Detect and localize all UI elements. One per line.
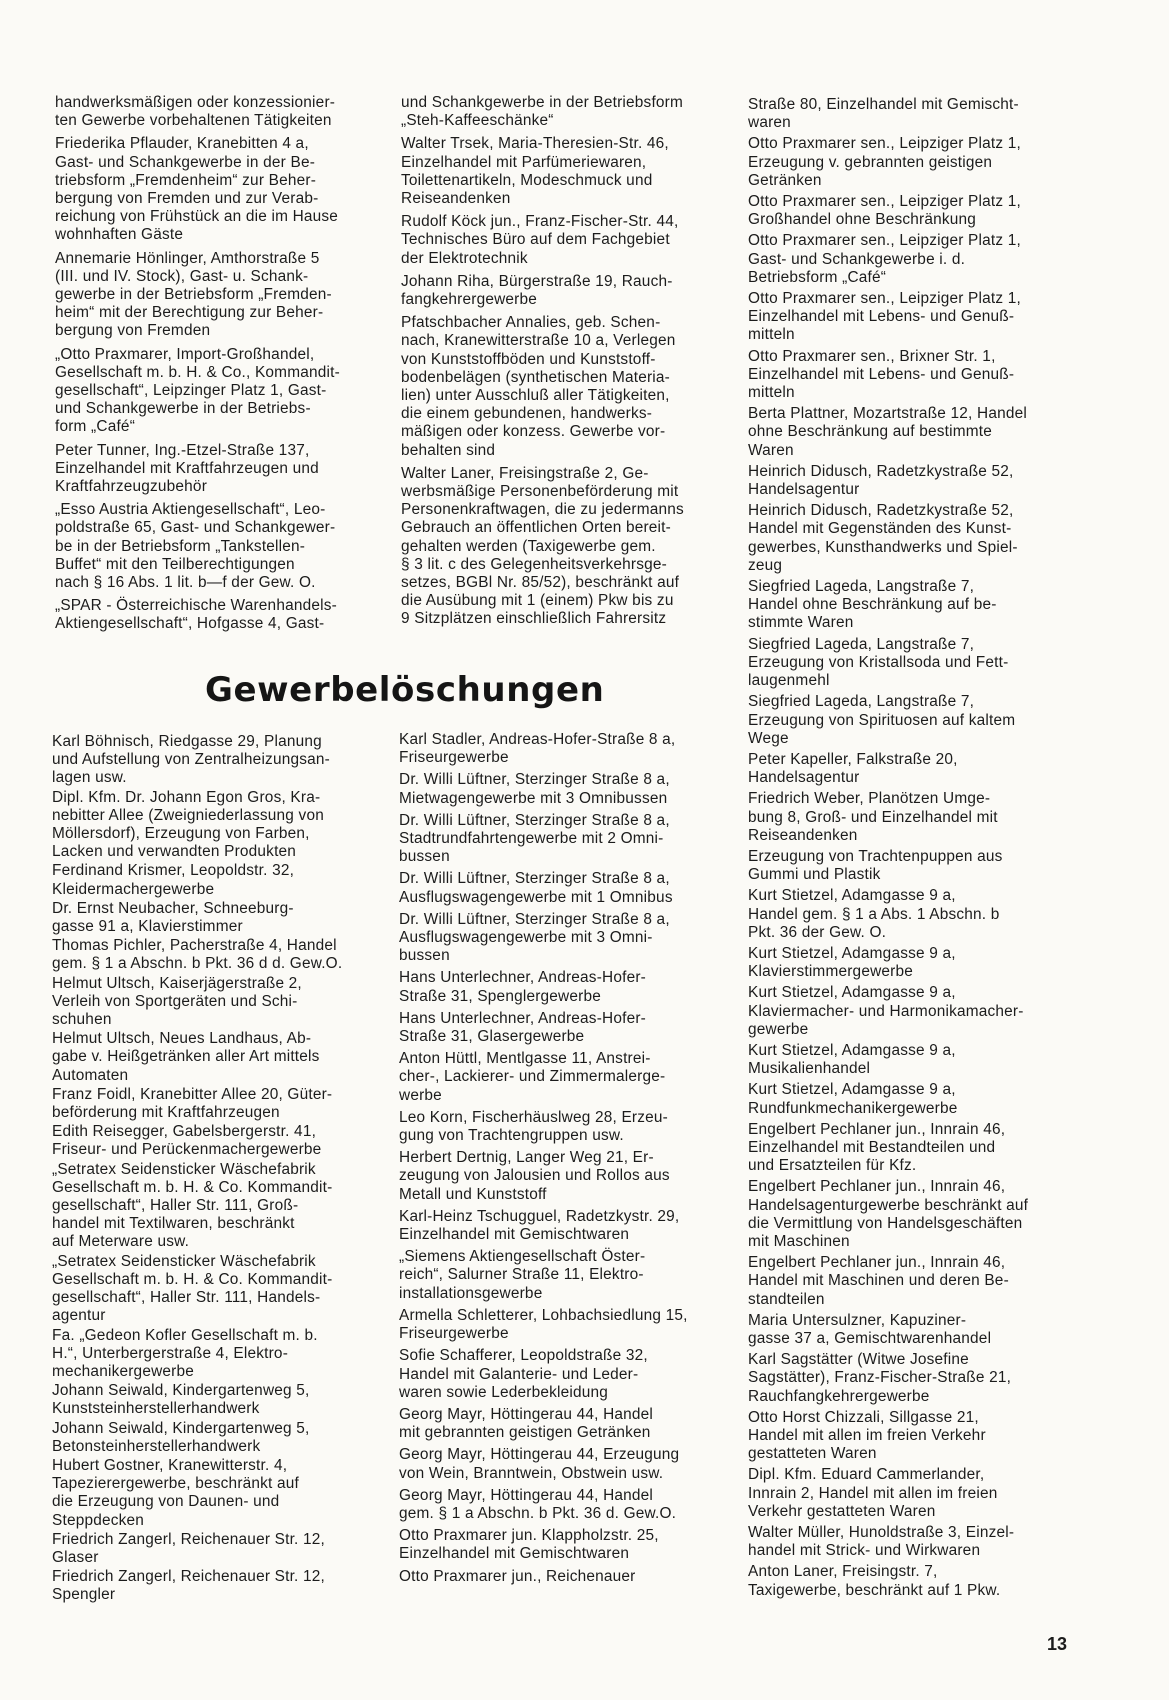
register-entry: Friedrich Zangerl, Reichenauer Str. 12, Spengler: [52, 1568, 325, 1604]
column-1-bottom: [52, 733, 387, 1606]
register-entry: Annemarie Hönlinger, Amthorstraße 5 (III. und IV. Stock), Gast- u. Schank- gewerbe in der Betriebsform „Fremden- heim“ mit der Berechtigung zur Beher- bergung von Fremden: [55, 249, 332, 340]
register-entry: Franz Foidl, Kranebitter Allee 20, Güter- beförderung mit Kraftfahrzeugen: [52, 1085, 333, 1122]
register-entry: Otto Praxmarer sen., Leipziger Platz 1, Großhandel ohne Beschränkung: [748, 193, 1021, 229]
register-entry: Pfatschbacher Annalies, geb. Schen- nach, Kranewitterstraße 10 a, Verlegen von Kunststoffböden und Kunststoff- bodenbelägen (synthetischen Materia- lien) unter Ausschluß aller Tätigkeiten, die einem gebundenen, handwerks- mäßigen oder konzess. Gewerbe vor- behalten sind: [401, 314, 676, 459]
register-entry: Karl-Heinz Tschugguel, Radetzkystr. 29, Einzelhandel mit Gemischtwaren: [399, 1207, 680, 1244]
register-entry: handwerksmäßigen oder konzessionier- ten Gewerbe vorbehaltenen Tätigkeiten: [55, 94, 336, 130]
register-entry: Armella Schletterer, Lohbachsiedlung 15, Friseurgewerbe: [399, 1306, 688, 1343]
register-entry: „Esso Austria Aktiengesellschaft“, Leo- poldstraße 65, Gast- und Schankgewer- be in der Betriebsform „Tankstellen- Buffet“ mit den Teilberechtigungen nach § 16 Abs. 1 lit. b—f der Gew. O.: [55, 501, 336, 592]
register-entry: Fa. „Gedeon Kofler Gesellschaft m. b. H.“, Unterbergerstraße 4, Elektro- mechanikergewerbe: [52, 1326, 318, 1380]
register-entry: Walter Trsek, Maria-Theresien-Str. 46, Einzelhandel mit Parfümeriewaren, Toilettenartikeln, Modeschmuck und Reiseandenken: [401, 135, 669, 208]
register-entry: Walter Müller, Hunoldstraße 3, Einzel- handel mit Strick- und Wirkwaren: [748, 1524, 1015, 1560]
register-entry: Otto Horst Chizzali, Sillgasse 21, Handel mit allen im freien Verkehr gestatteten Waren: [748, 1408, 986, 1463]
register-entry: Edith Reisegger, Gabelsbergerstr. 41, Friseur- und Perückenmachergewerbe: [52, 1123, 322, 1159]
register-entry: Engelbert Pechlaner jun., Innrain 46, Einzelhandel mit Bestandteilen und und Ersatzteilen für Kfz.: [748, 1120, 1006, 1175]
register-entry: Dr. Willi Lüftner, Sterzinger Straße 8 a, Mietwagengewerbe mit 3 Omnibussen: [399, 771, 670, 807]
register-entry: Otto Praxmarer sen., Leipziger Platz 1, Gast- und Schankgewerbe i. d. Betriebsform „Café“: [748, 232, 1021, 286]
register-entry: Georg Mayr, Höttingerau 44, Erzeugung von Wein, Branntwein, Obstwein usw.: [399, 1446, 680, 1482]
register-entry: Peter Kapeller, Falkstraße 20, Handelsagentur: [748, 750, 958, 787]
register-entry: Otto Praxmarer jun., Reichenauer: [399, 1567, 636, 1585]
column-2-top: [401, 94, 731, 634]
register-entry: Herbert Dertnig, Langer Weg 21, Er- zeugung von Jalousien und Rollos aus Metall und Kunststoff: [399, 1149, 670, 1203]
column-3: [748, 96, 1078, 1603]
register-entry: Helmut Ultsch, Neues Landhaus, Ab- gabe v. Heißgetränken aller Art mittels Automaten: [52, 1030, 320, 1084]
register-entry: Kurt Stietzel, Adamgasse 9 a, Rundfunkmechanikergewerbe: [748, 1081, 958, 1117]
register-entry: Heinrich Didusch, Radetzkystraße 52, Handelsagentur: [748, 462, 1014, 499]
column-2-bottom: [399, 731, 734, 1590]
register-entry: Thomas Pichler, Pacherstraße 4, Handel gem. § 1 a Abschn. b Pkt. 36 d d. Gew.O.: [52, 937, 343, 973]
register-entry: Peter Tunner, Ing.-Etzel-Straße 137, Einzelhandel mit Kraftfahrzeugen und Kraftfahrzeugzubehör: [55, 441, 319, 496]
register-entry: Ferdinand Krismer, Leopoldstr. 32, Kleidermachergewerbe: [52, 862, 295, 898]
register-entry: Sofie Schafferer, Leopoldstraße 32, Handel mit Galanterie- und Leder- waren sowie Lederbekleidung: [399, 1347, 648, 1401]
register-entry: Leo Korn, Fischerhäuslweg 28, Erzeu- gung von Trachtengruppen usw.: [399, 1108, 668, 1145]
register-entry: „SPAR - Österreichische Warenhandels- Aktiengesellschaft“, Hofgasse 4, Gast-: [55, 597, 337, 633]
register-entry: Dr. Willi Lüftner, Sterzinger Straße 8 a, Stadtrundfahrtengewerbe mit 2 Omni- bussen: [399, 811, 670, 866]
register-entry: Otto Praxmarer jun. Klappholzstr. 25, Einzelhandel mit Gemischtwaren: [399, 1527, 659, 1563]
register-entry: Dr. Willi Lüftner, Sterzinger Straße 8 a, Ausflugswagengewerbe mit 1 Omnibus: [399, 870, 673, 906]
register-entry: Johann Seiwald, Kindergartenweg 5, Betonsteinherstellerhandwerk: [52, 1419, 310, 1455]
register-entry: „Otto Praxmarer, Import-Großhandel, Gesellschaft m. b. H. & Co., Kommandit- gesellschaft“, Leipzinger Platz 1, Gast- und Schankgewerbe in der Betriebs- form „Café“: [55, 345, 340, 436]
register-entry: Straße 80, Einzelhandel mit Gemischt- waren: [748, 96, 1019, 132]
register-entry: Dipl. Kfm. Eduard Cammerlander, Innrain 2, Handel mit allen im freien Verkehr gestatteten Waren: [748, 1466, 998, 1520]
register-entry: Karl Sagstätter (Witwe Josefine Sagstätter), Franz-Fischer-Straße 21, Rauchfangkehrergewerbe: [748, 1351, 1012, 1405]
register-entry: Heinrich Didusch, Radetzkystraße 52, Handel mit Gegenständen des Kunst- gewerbes, Kunsthandwerks und Spiel- zeug: [748, 502, 1018, 574]
register-entry: „Setratex Seidensticker Wäschefabrik Gesellschaft m. b. H. & Co. Kommandit- gesellschaft“, Haller Str. 111, Groß- handel mit Textilwaren, beschränkt auf Meterware usw.: [52, 1160, 333, 1251]
register-entry: Berta Plattner, Mozartstraße 12, Handel ohne Beschränkung auf bestimmte Waren: [748, 405, 1027, 459]
register-entry: Otto Praxmarer sen., Leipziger Platz 1, Erzeugung v. gebrannten geistigen Getränken: [748, 135, 1021, 189]
register-entry: Helmut Ultsch, Kaiserjägerstraße 2, Verleih von Sportgeräten und Schi- schuhen: [52, 974, 302, 1029]
register-entry: Kurt Stietzel, Adamgasse 9 a, Handel gem. § 1 a Abs. 1 Abschn. b Pkt. 36 der Gew. O.: [748, 887, 1000, 941]
register-entry: Siegfried Lageda, Langstraße 7, Erzeugung von Spirituosen auf kaltem Wege: [748, 693, 1016, 747]
register-entry: Karl Stadler, Andreas-Hofer-Straße 8 a, Friseurgewerbe: [399, 731, 676, 767]
register-entry: Maria Untersulzner, Kapuziner- gasse 37 a, Gemischtwarenhandel: [748, 1311, 992, 1347]
register-entry: Erzeugung von Trachtenpuppen aus Gummi und Plastik: [748, 847, 1003, 884]
register-entry: Johann Riha, Bürgerstraße 19, Rauch- fangkehrergewerbe: [401, 272, 673, 309]
register-entry: Hubert Gostner, Kranewitterstr. 4, Tapezierergewerbe, beschränkt auf die Erzeugung von Daunen- und Steppdecken: [52, 1456, 300, 1529]
register-entry: Friedrich Zangerl, Reichenauer Str. 12, Glaser: [52, 1530, 325, 1566]
register-entry: Kurt Stietzel, Adamgasse 9 a, Klaviermacher- und Harmonikamacher- gewerbe: [748, 984, 1024, 1038]
register-entry: Dr. Ernst Neubacher, Schneeburg- gasse 91 a, Klavierstimmer: [52, 899, 294, 936]
page-number: 13: [1046, 1634, 1067, 1654]
register-entry: Walter Laner, Freisingstraße 2, Ge- werbsmäßige Personenbeförderung mit Personenkraftwagen, die zu jedermanns Gebrauch an öffentlichen Orten bereit- gehalten werden (Taxigewerbe gem. § 3 lit. c des Gelegenheitsverkehrsge- setzes, BGBl Nr. 85/52), beschränkt auf die Ausübung mit 1 (einem) Pkw bis zu 9 Sitzplätzen einschließlich Fahrersitz: [401, 464, 684, 628]
register-entry: Dipl. Kfm. Dr. Johann Egon Gros, Kra- nebitter Allee (Zweigniederlassung von Möllersdorf), Erzeugung von Farben, Lacken und verwandten Produkten: [52, 788, 324, 861]
register-entry: Anton Laner, Freisingstr. 7, Taxigewerbe, beschränkt auf 1 Pkw.: [748, 1563, 1001, 1599]
register-entry: und Schankgewerbe in der Betriebsform „Steh-Kaffeeschänke“: [401, 94, 684, 130]
register-entry: Engelbert Pechlaner jun., Innrain 46, Handel mit Maschinen und deren Be- standteilen: [748, 1254, 1009, 1308]
register-entry: Georg Mayr, Höttingerau 44, Handel mit gebrannten geistigen Getränken: [399, 1405, 654, 1442]
register-entry: Otto Praxmarer sen., Brixner Str. 1, Einzelhandel mit Lebens- und Genuß- mitteln: [748, 347, 1015, 402]
register-entry: Johann Seiwald, Kindergartenweg 5, Kunststeinherstellerhandwerk: [52, 1382, 310, 1418]
register-entry: Friedrich Weber, Planötzen Umge- bung 8, Groß- und Einzelhandel mit Reiseandenken: [748, 790, 998, 844]
register-entry: Friederika Pflauder, Kranebitten 4 a, Gast- und Schankgewerbe in der Be- triebsform „Fremdenheim“ zur Beher- bergung von Fremden und zur Verab- reichung von Frühstück an die im Hause wohnhaften Gäste: [55, 135, 339, 244]
register-entry: Siegfried Lageda, Langstraße 7, Handel ohne Beschränkung auf be- stimmte Waren: [748, 578, 997, 632]
register-entry: Karl Böhnisch, Riedgasse 29, Planung und Aufstellung von Zentralheizungsan- lagen usw.: [52, 733, 330, 787]
register-entry: Hans Unterlechner, Andreas-Hofer- Straße 31, Spenglergewerbe: [399, 969, 646, 1005]
register-entry: „Setratex Seidensticker Wäschefabrik Gesellschaft m. b. H. & Co. Kommandit- gesellschaft“, Haller Str. 111, Handels- agentur: [52, 1252, 333, 1325]
column-1-top: [55, 94, 385, 639]
section-heading: Gewerbelöschungen: [205, 670, 605, 710]
register-entry: Otto Praxmarer sen., Leipziger Platz 1, Einzelhandel mit Lebens- und Genuß- mitteln: [748, 290, 1021, 344]
register-entry: Siegfried Lageda, Langstraße 7, Erzeugung von Kristallsoda und Fett- laugenmehl: [748, 635, 1009, 690]
register-entry: Georg Mayr, Höttingerau 44, Handel gem. § 1 a Abschn. b Pkt. 36 d. Gew.O.: [399, 1486, 677, 1522]
register-entry: Hans Unterlechner, Andreas-Hofer- Straße 31, Glasergewerbe: [399, 1009, 646, 1046]
register-entry: Anton Hüttl, Mentlgasse 11, Anstrei- cher-, Lackierer- und Zimmermalerge- werbe: [399, 1050, 666, 1104]
register-entry: Kurt Stietzel, Adamgasse 9 a, Musikalienhandel: [748, 1041, 956, 1078]
register-entry: Dr. Willi Lüftner, Sterzinger Straße 8 a, Ausflugswagengewerbe mit 3 Omni- bussen: [399, 910, 670, 965]
register-entry: Kurt Stietzel, Adamgasse 9 a, Klavierstimmergewerbe: [748, 944, 956, 981]
register-entry: Engelbert Pechlaner jun., Innrain 46, Handelsagenturgewerbe beschränkt auf die Vermittlung von Handelsgeschäften mit Maschinen: [748, 1178, 1029, 1250]
register-entry: Rudolf Köck jun., Franz-Fischer-Str. 44, Technisches Büro auf dem Fachgebiet der Elektrotechnik: [401, 213, 679, 267]
register-entry: „Siemens Aktiengesellschaft Öster- reich“, Salurner Straße 11, Elektro- installationsgewerbe: [399, 1248, 646, 1302]
